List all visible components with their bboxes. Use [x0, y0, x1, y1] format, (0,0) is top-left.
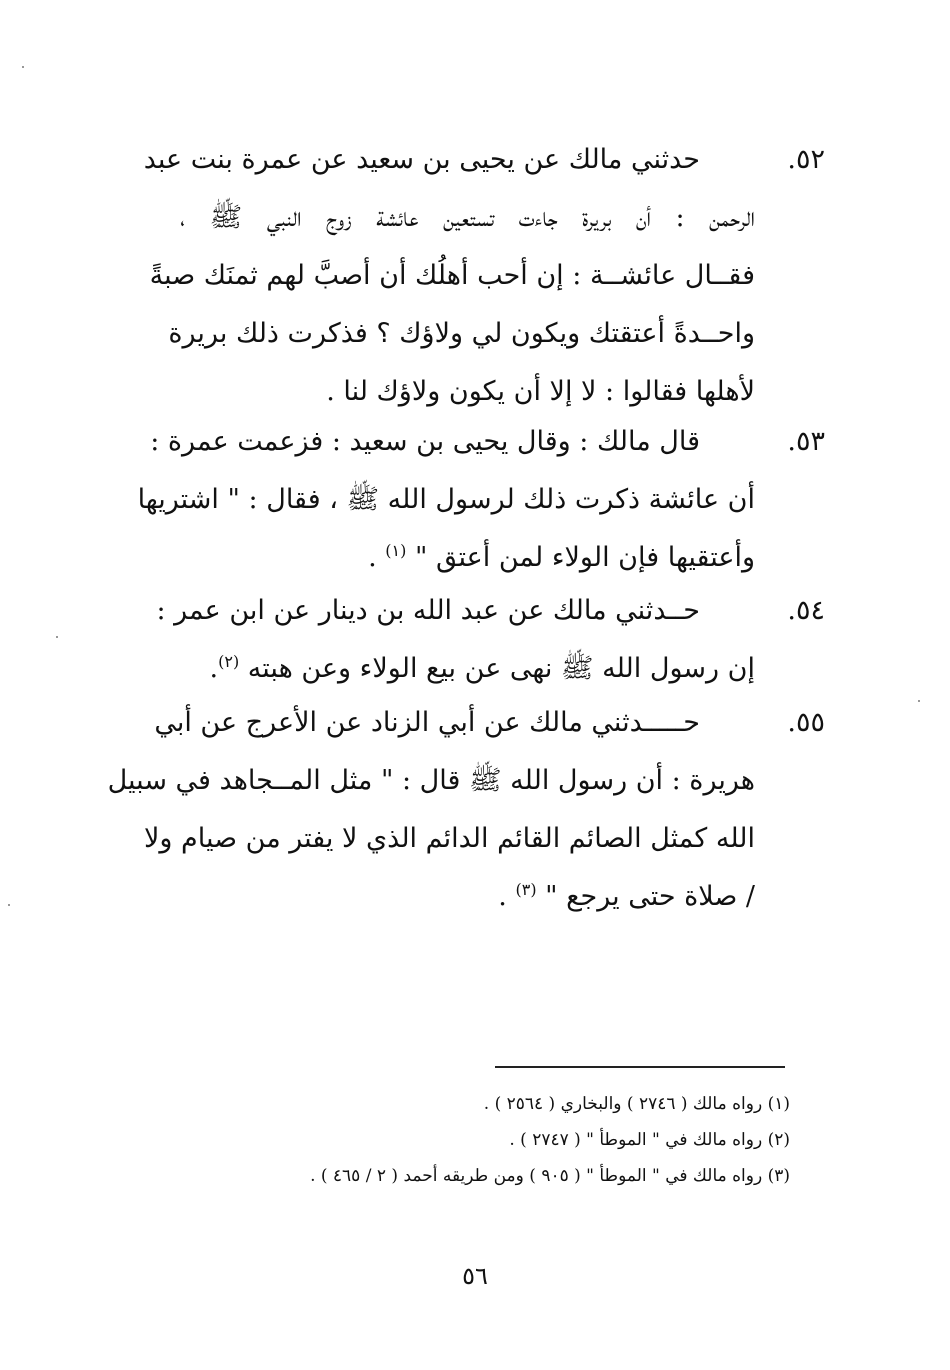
hadith-number: ٥٤.: [787, 595, 825, 626]
text-line: حــدثني مالك عن عبد الله بن دينار عن ابن عمر :: [156, 595, 700, 626]
text-line-body: وأعتقيها فإن الولاء لمن أعتق ": [414, 542, 755, 573]
text-line: هريرة : أن رسول الله ﷺ قال : " مثل المــجاهد في سبيل: [107, 765, 755, 796]
text-line: لأهلها فقالوا : لا إلا أن يكون ولاؤك لنا .: [326, 376, 755, 407]
text-line: الله كمثل الصائم القائم الدائم الذي لا يفتر من صيام ولا: [144, 823, 755, 854]
text-line: حـــــدثني مالك عن أبي الزناد عن الأعرج عن أبي: [154, 707, 700, 738]
scan-speck: [22, 66, 24, 68]
text-line: فقــال عائشــة : إن أحب أهلُك أن أصبَّ لهم ثمنَك صبةً: [149, 260, 755, 291]
line-tail: .: [209, 653, 219, 684]
text-line: أن عائشة ذكرت ذلك لرسول الله ﷺ ، فقال : " اشتريها: [137, 484, 755, 515]
footnote-separator: [495, 1066, 785, 1068]
text-line: [180, 868, 755, 926]
text-line: واحــدةً أعتقتك ويكون لي ولاؤك ؟ فذكرت ذلك بريرة: [168, 318, 755, 349]
hadith-number: ٥٣.: [787, 426, 825, 457]
text-line-body: إن رسول الله ﷺ نهى عن بيع الولاء وعن هبته: [247, 653, 755, 684]
text-line: [180, 529, 755, 587]
line-tail: .: [498, 881, 516, 912]
footnote-1: (١) رواه مالك ( ٢٧٤٦ ) والبخاري ( ٢٥٦٤ ) .: [483, 1094, 790, 1114]
footnote-ref: (٢): [218, 652, 240, 671]
hadith-52: [143, 131, 825, 421]
footnote-ref: (١): [385, 541, 407, 560]
line-tail: .: [368, 542, 386, 573]
text-line-body: / صلاة حتى يرجع ": [545, 881, 755, 912]
page-number: ٥٦: [462, 1262, 488, 1290]
text-line: الرحمن : أن بريرة جاءت تستعين عائشة زوج النبي ﷺ ،: [180, 202, 755, 233]
scan-speck: [56, 636, 58, 638]
text-line: [180, 640, 755, 698]
text-line: حدثني مالك عن يحيى بن سعيد عن عمرة بنت عبد: [143, 144, 700, 175]
hadith-number: ٥٢.: [787, 144, 825, 175]
footnote-3: (٣) رواه مالك في " الموطأ " ( ٩٠٥ ) ومن طريقه أحمد ( ٢ / ٤٦٥ ) .: [310, 1166, 790, 1186]
hadith-54: [156, 582, 825, 698]
scan-speck: [8, 904, 10, 906]
hadith-number: ٥٥.: [787, 707, 825, 738]
footnote-ref: (٣): [515, 880, 537, 899]
scan-speck: [918, 700, 920, 702]
footnote-2: (٢) رواه مالك في " الموطأ " ( ٢٧٤٧ ) .: [509, 1130, 790, 1150]
hadith-55: [107, 694, 825, 926]
text-line: قال مالك : وقال يحيى بن سعيد : فزعمت عمرة :: [150, 426, 700, 457]
footnotes: [170, 1086, 790, 1194]
hadith-53: [137, 413, 825, 587]
